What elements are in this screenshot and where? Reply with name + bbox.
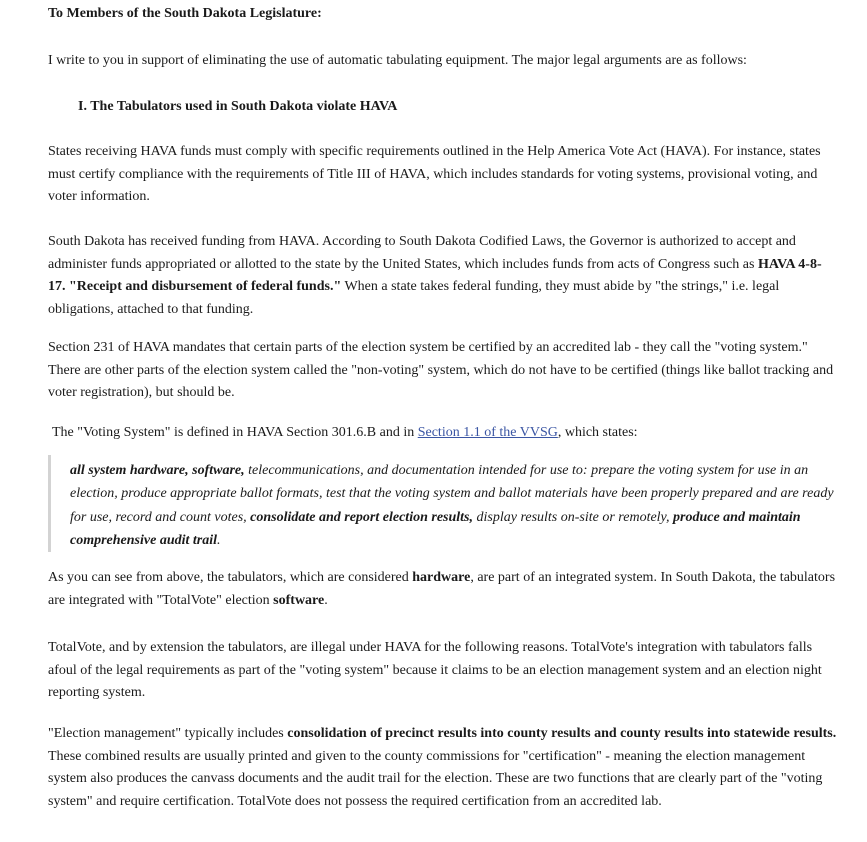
text-run: . (324, 592, 328, 608)
bold-run: produce and maintain comprehensive audit trail (70, 509, 801, 548)
text-run: When a state takes federal funding, they must abide by "the strings," i.e. legal obligations, attached to that funding. (48, 279, 780, 317)
salutation: To Members of the South Dakota Legislature: (48, 6, 322, 21)
vvsg-link[interactable]: Section 1.1 of the VVSG (417, 425, 558, 440)
text-run: , which states: (557, 425, 638, 440)
text-run: "Election management" typically includes (48, 726, 288, 741)
bold-run: software (273, 592, 325, 608)
intro-paragraph: I write to you in support of eliminating the use of automatic tabulating equipment. The major legal arguments are as follows: (48, 53, 747, 68)
bold-run: consolidation of precinct results into county results and county results into statewide results. (287, 726, 837, 741)
paragraph-totalvote-illegal: TotalVote, and by extension the tabulators, are illegal under HAVA for the following reasons. TotalVote's integration with tabulators falls afoul of the legal requirements as part of the "voting system" because it claims to be an election management system and an election night reporting system. (48, 640, 822, 701)
paragraph-hava-funds: States receiving HAVA funds must comply with specific requirements outlined in the Help America Vote Act (HAVA). For instance, states must certify compliance with the requirements of Title III of HAVA, which includes standards for voting systems, provisional voting, and voter information. (48, 144, 821, 205)
paragraph-election-management (48, 723, 838, 813)
text-run: The "Voting System" is defined in HAVA Section 301.6.B and in (52, 425, 418, 440)
text-run: telecommunications, and documentation intended for use to: prepare the voting system for use in an election, produce appropriate ballot formats, test that the voting system and ballot materials have been properly prepared and are ready for use, record and count votes, (70, 463, 834, 525)
bold-citation: HAVA 4-8-17. "Receipt and disbursement of federal funds." (48, 256, 822, 295)
paragraph-sd-funding (48, 231, 838, 321)
text-run: display results on-site or remotely, (473, 509, 673, 525)
paragraph-section-231: Section 231 of HAVA mandates that certain parts of the election system be certified by an accredited lab - they call the "voting system." There are other parts of the election system called the "non-voting" system, which do not have to be certified (things like ballot tracking and voter registration), but should be. (48, 340, 834, 401)
bold-run: consolidate and report election results, (250, 509, 473, 525)
text-run: These combined results are usually printed and given to the county commissions for "certification" - meaning the election management system also produces the canvass documents and the audit trail for the election. These are two functions that are clearly part of the "voting system" and require certification. TotalVote does not possess the required certification from an accredited lab. (48, 748, 823, 809)
text-run: , are part of an integrated system. In South Dakota, the tabulators are integrated with "TotalVote" election (48, 570, 836, 608)
text-run: As you can see from above, the tabulators, which are considered (48, 570, 413, 585)
text-run: . (217, 532, 221, 548)
bold-run: all system hardware, software, (70, 463, 245, 478)
text-run: South Dakota has received funding from HAVA. According to South Dakota Codified Laws, the Governor is authorized to accept and administer funds appropriated or allotted to the state by the United States, which includes funds from acts of Congress such as (48, 234, 796, 272)
blockquote-definition (48, 455, 836, 552)
paragraph-tabulators-hardware (48, 567, 838, 612)
section-heading: I. The Tabulators used in South Dakota violate HAVA (78, 99, 398, 114)
bold-run: hardware (412, 570, 471, 585)
paragraph-voting-system-definition (52, 422, 842, 445)
